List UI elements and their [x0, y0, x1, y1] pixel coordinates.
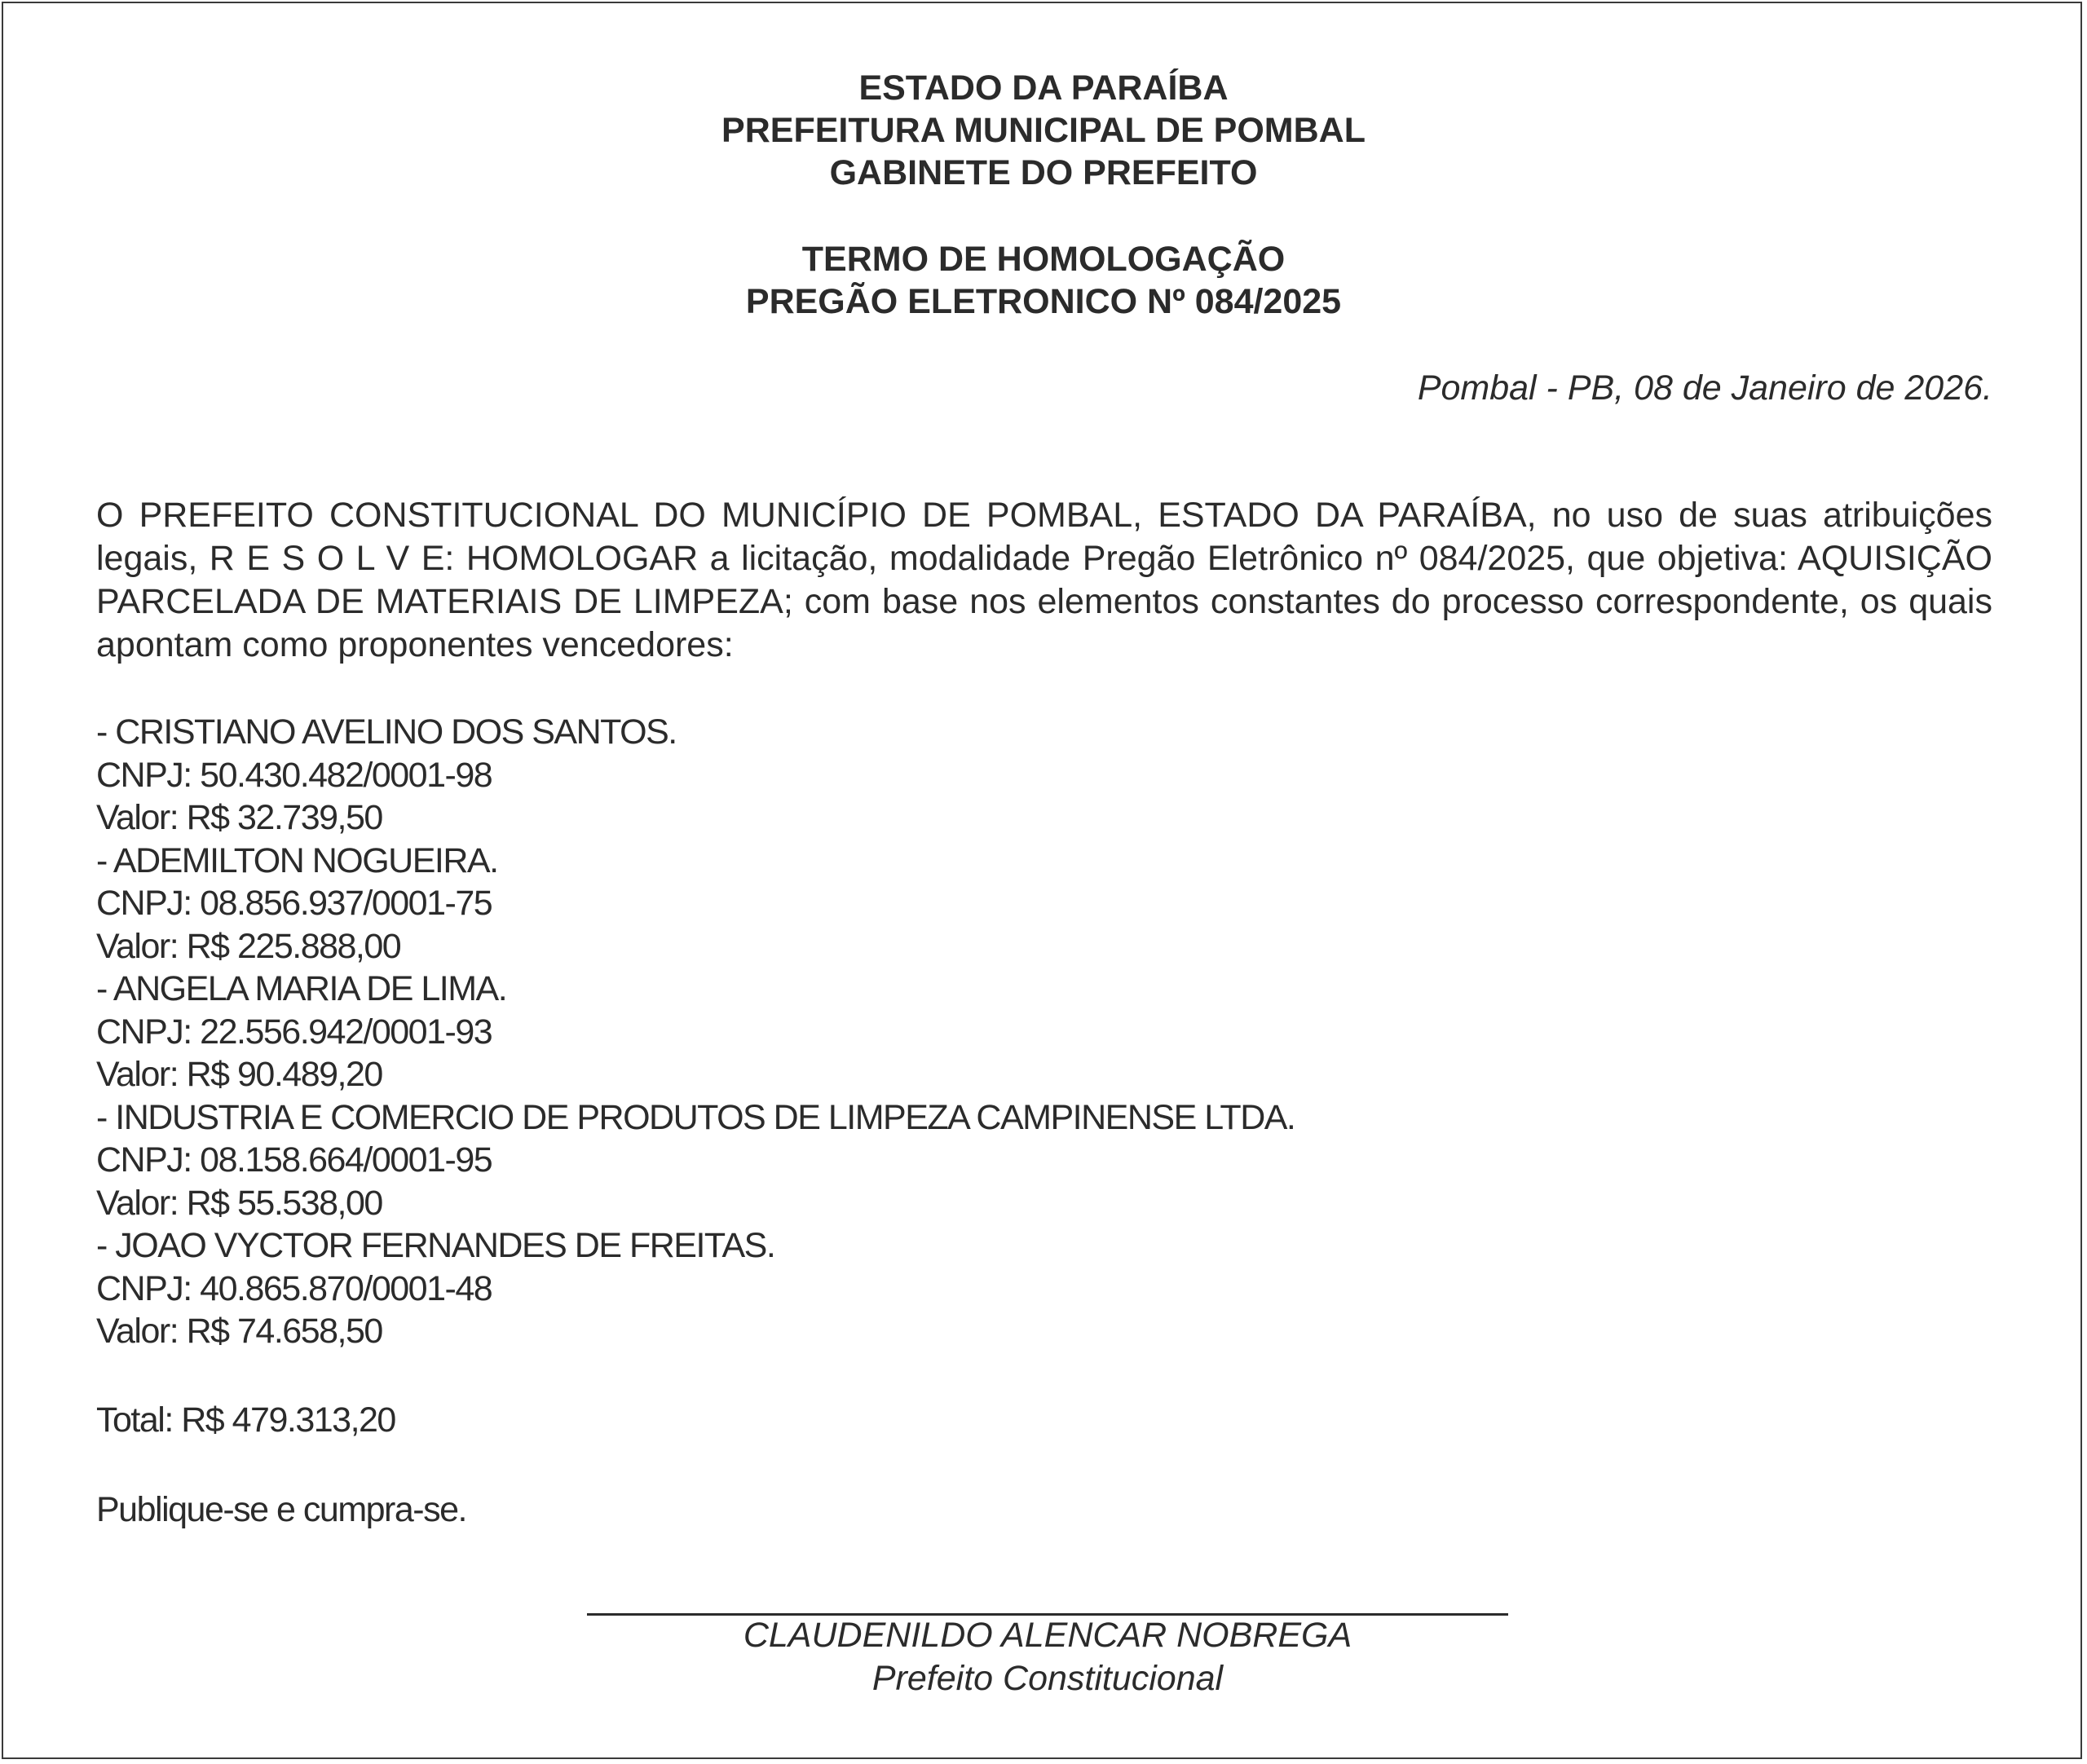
document-header	[0, 67, 2087, 194]
winner-name: - ANGELA MARIA DE LIMA.	[96, 969, 507, 1008]
document-date: Pombal - PB, 08 de Janeiro de 2026.	[1417, 368, 1992, 408]
total-value: Total: R$ 479.313,20	[96, 1400, 395, 1440]
city-hall-name: PREFEITURA MUNICIPAL DE POMBAL	[721, 111, 1366, 150]
title-line-2: PREGÃO ELETRONICO Nº 084/2025	[745, 282, 1342, 321]
signer-role: Prefeito Constitucional	[871, 1659, 1224, 1698]
winner-name: - ADEMILTON NOGUEIRA.	[96, 840, 498, 880]
signature-block	[587, 1614, 1508, 1700]
office-name: GABINETE DO PREFEITO	[829, 153, 1258, 192]
winner-cnpj: CNPJ: 22.556.942/0001-93	[96, 1012, 492, 1052]
winner-value: Valor: R$ 225.888,00	[96, 926, 401, 966]
winner-value: Valor: R$ 32.739,50	[96, 798, 382, 837]
winner-value: Valor: R$ 90.489,20	[96, 1055, 382, 1094]
winner-value: Valor: R$ 55.538,00	[96, 1183, 382, 1223]
resolution-paragraph: O PREFEITO CONSTITUCIONAL DO MUNICÍPIO DE POMBAL, ESTADO DA PARAÍBA, no uso de suas atribuições legais, R E S O L V E: HOMOLOGAR a licitação, modalidade Pregão Eletrônico nº 084/2025, que objetiva: AQUISIÇÃO PARCELADA DE MATERIAIS DE LIMPEZA; com base nos elementos constantes do processo correspondente, os quais apontam como proponentes vencedores:	[96, 496, 1992, 664]
winner-cnpj: CNPJ: 08.158.664/0001-95	[96, 1140, 492, 1180]
winner-name: - INDUSTRIA E COMERCIO DE PRODUTOS DE LIMPEZA CAMPINENSE LTDA.	[96, 1097, 1295, 1137]
state-name: ESTADO DA PARAÍBA	[858, 68, 1229, 108]
winner-name: - CRISTIANO AVELINO DOS SANTOS.	[96, 712, 677, 752]
winner-name: - JOAO VYCTOR FERNANDES DE FREITAS.	[96, 1226, 775, 1265]
winner-cnpj: CNPJ: 50.430.482/0001-98	[96, 755, 492, 795]
winner-cnpj: CNPJ: 40.865.870/0001-48	[96, 1268, 492, 1308]
winner-cnpj: CNPJ: 08.856.937/0001-75	[96, 884, 492, 923]
title-line-1: TERMO DE HOMOLOGAÇÃO	[801, 240, 1286, 279]
winner-value: Valor: R$ 74.658,50	[96, 1312, 382, 1351]
closing-statement: Publique-se e cumpra-se.	[96, 1490, 466, 1529]
signer-name: CLAUDENILDO ALENCAR NOBREGA	[743, 1616, 1352, 1655]
winners-list	[96, 711, 1295, 1353]
document-title	[0, 238, 2087, 323]
